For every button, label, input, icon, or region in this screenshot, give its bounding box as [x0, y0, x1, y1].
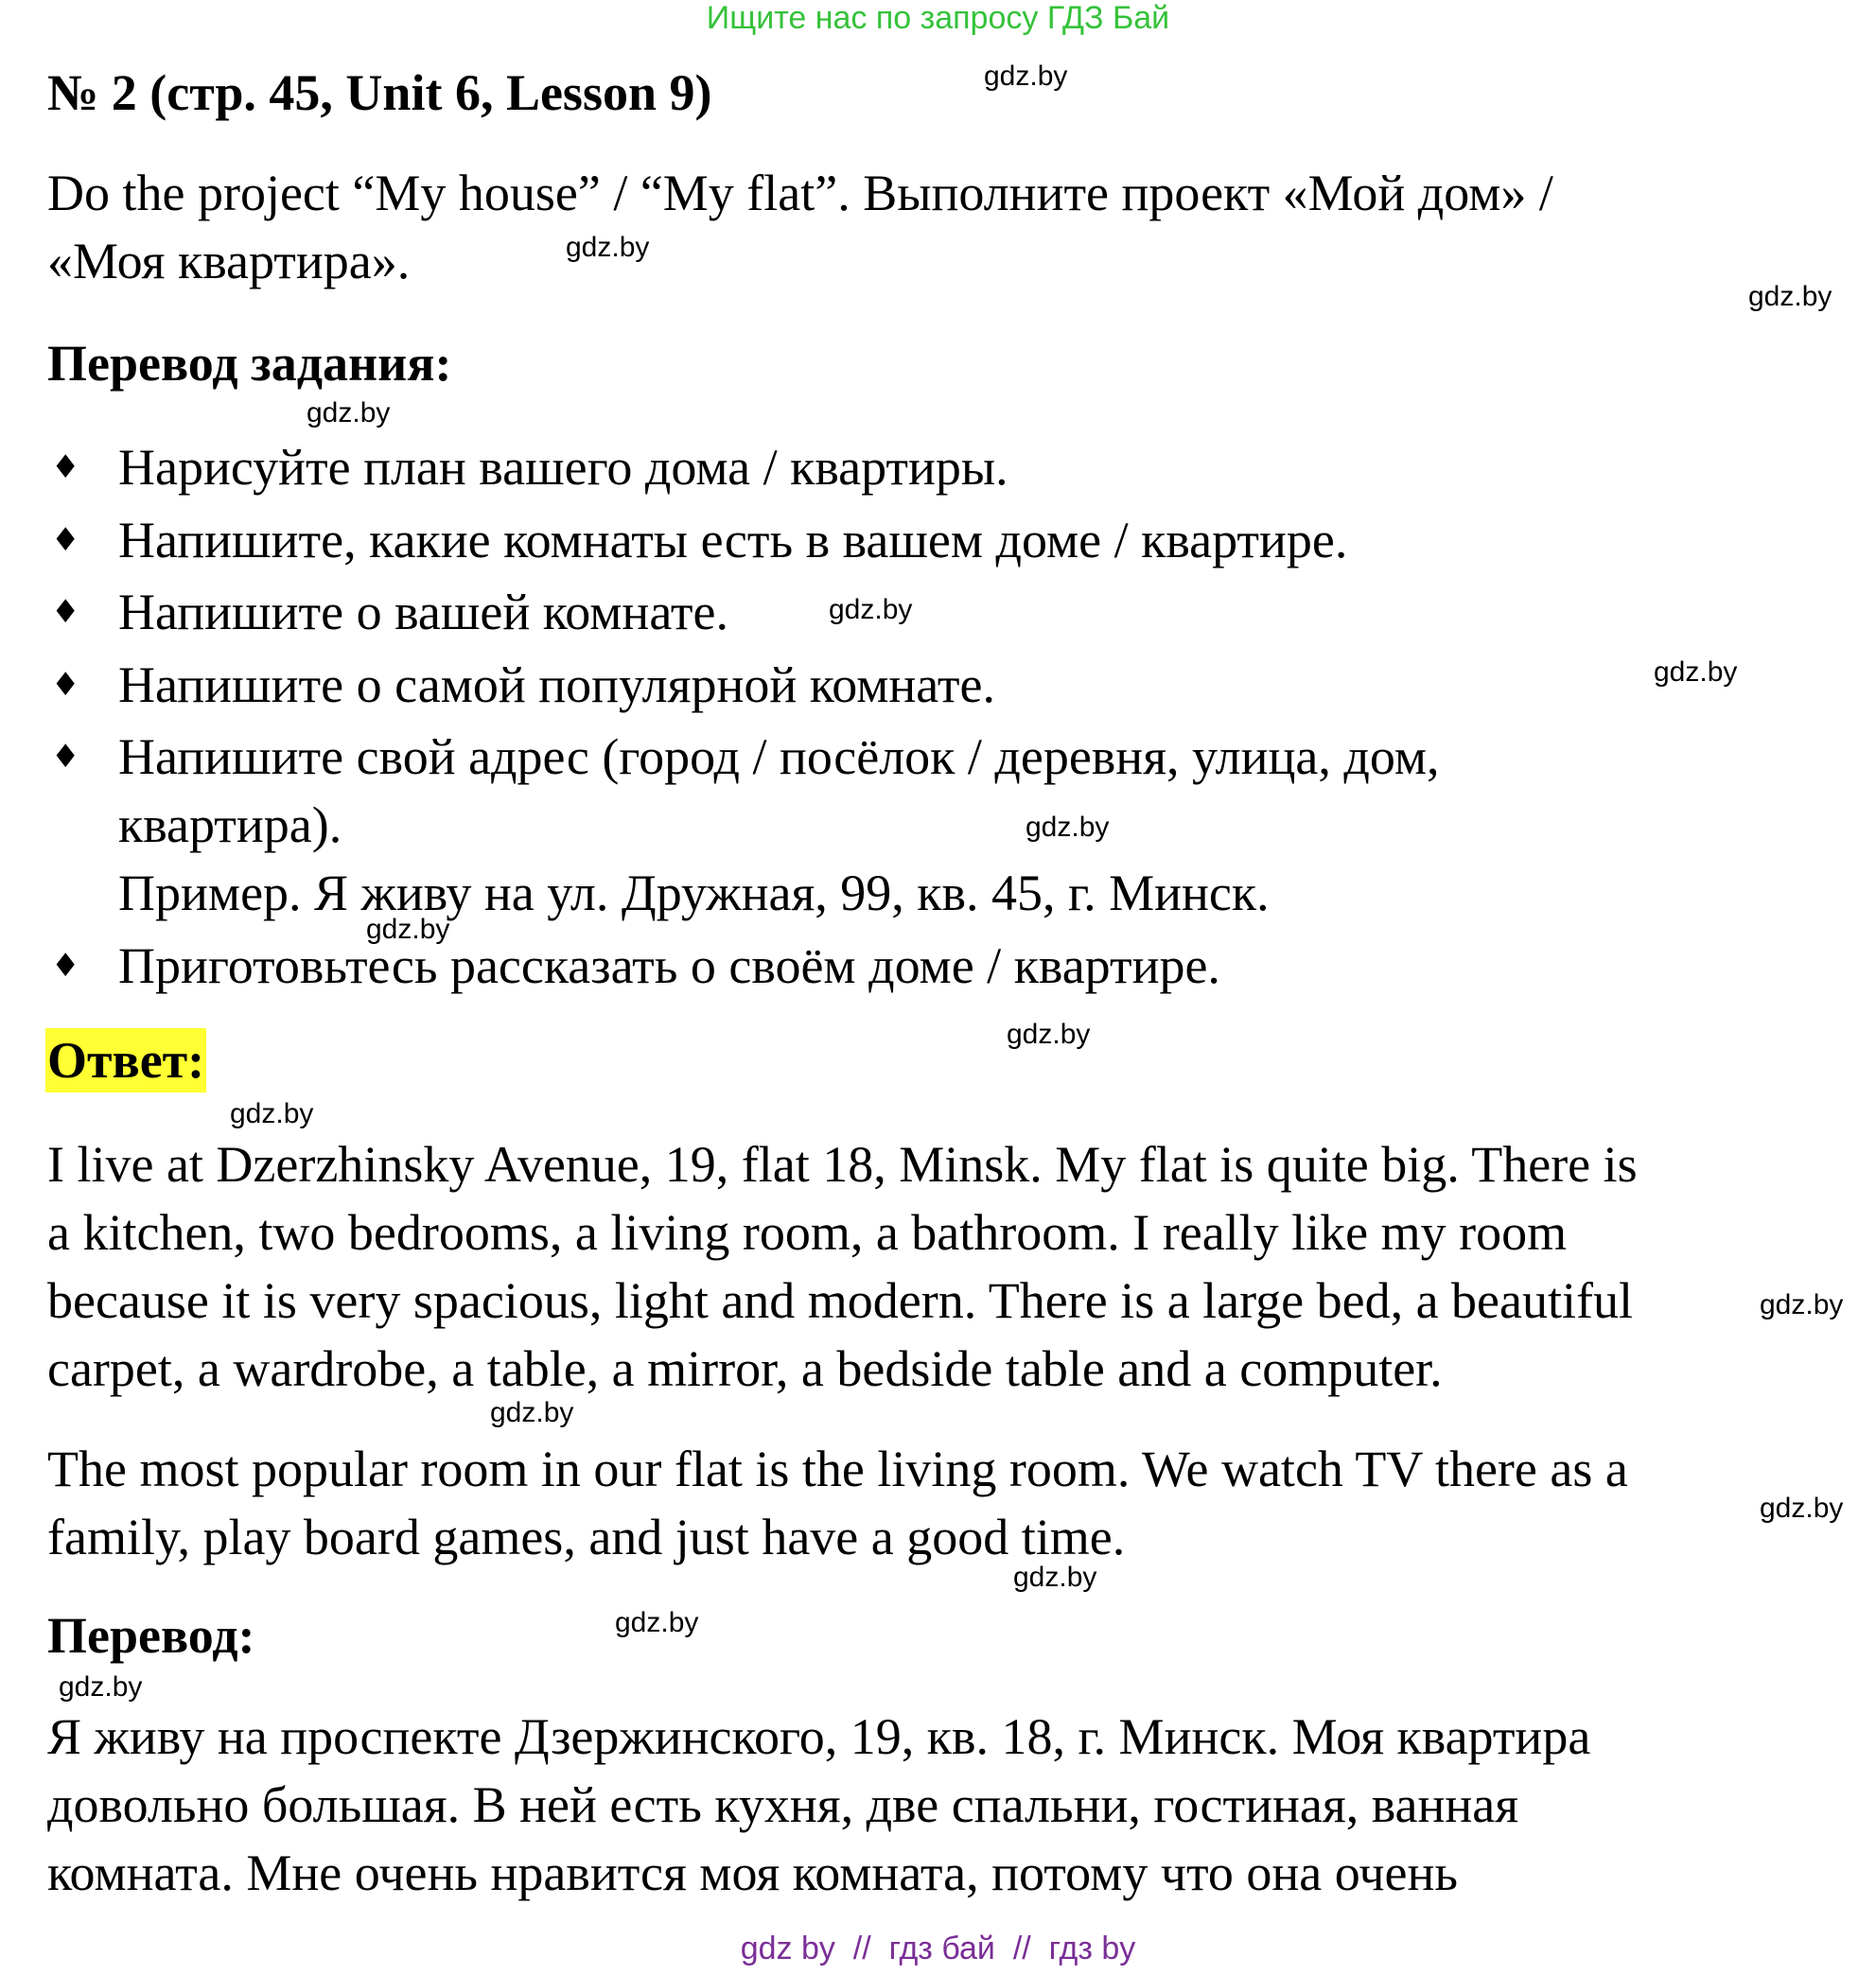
list-item-text: Напишите, какие комнаты есть в вашем доме / квартире.: [118, 512, 1348, 568]
watermark: gdz.by: [566, 232, 650, 263]
footer: gdz by // гдз бай // гдз by: [740, 1931, 1136, 1966]
translation-line: Я живу на проспекте Дзержинского, 19, кв. 18, г. Минск. Моя квартира: [47, 1708, 1591, 1765]
list-item-continuation: квартира).: [118, 796, 342, 853]
task-line-2: «Моя квартира».: [47, 233, 411, 289]
answer-heading: Ответ:: [45, 1028, 206, 1092]
list-item-text: Напишите о вашей комнате.: [118, 584, 728, 640]
watermark: gdz.by: [1760, 1493, 1844, 1524]
diamond-bullet-icon: ♦: [51, 738, 80, 776]
answer-line: The most popular room in our flat is the living room. We watch TV there as a: [47, 1441, 1628, 1497]
diamond-bullet-icon: ♦: [51, 448, 80, 486]
translation-line: довольно большая. В ней есть кухня, две спальни, гостиная, ванная: [47, 1776, 1519, 1833]
watermark: gdz.by: [615, 1607, 699, 1638]
translation-line: комната. Мне очень нравится моя комната, потому что она очень: [47, 1844, 1458, 1901]
list-item-text: Приготовьтесь рассказать о своём доме / квартире.: [118, 937, 1220, 994]
diamond-bullet-icon: ♦: [51, 666, 80, 704]
diamond-bullet-icon: ♦: [51, 593, 80, 631]
task-line-1: Do the project “My house” / “My flat”. Выполните проект «Мой дом» /: [47, 165, 1553, 221]
top-banner: Ищите нас по запросу ГДЗ Бай: [706, 0, 1170, 36]
answer-line: family, play board games, and just have a good time.: [47, 1509, 1126, 1565]
watermark: gdz.by: [366, 914, 450, 945]
watermark: gdz.by: [1026, 812, 1110, 843]
watermark: gdz.by: [230, 1098, 314, 1129]
example-line: Пример. Я живу на ул. Дружная, 99, кв. 45, г. Минск.: [118, 865, 1270, 921]
watermark: gdz.by: [490, 1397, 574, 1428]
watermark: gdz.by: [1013, 1562, 1097, 1593]
watermark: gdz.by: [829, 594, 913, 625]
translation-heading: Перевод задания:: [47, 335, 452, 392]
watermark: gdz.by: [1007, 1019, 1091, 1050]
page-title: № 2 (стр. 45, Unit 6, Lesson 9): [47, 64, 712, 121]
answer-line: I live at Dzerzhinsky Avenue, 19, flat 18, Minsk. My flat is quite big. There is: [47, 1136, 1638, 1193]
diamond-bullet-icon: ♦: [51, 521, 80, 559]
answer-line: a kitchen, two bedrooms, a living room, a bathroom. I really like my room: [47, 1204, 1568, 1261]
watermark: gdz.by: [1748, 281, 1832, 312]
answer-line: carpet, a wardrobe, a table, a mirror, a bedside table and a computer.: [47, 1340, 1443, 1397]
watermark: gdz.by: [1760, 1289, 1844, 1320]
list-item-text: Напишите свой адрес (город / посёлок / деревня, улица, дом,: [118, 728, 1440, 785]
list-item-text: Нарисуйте план вашего дома / квартиры.: [118, 439, 1008, 496]
translation-heading-2: Перевод:: [47, 1607, 255, 1664]
watermark: gdz.by: [307, 397, 391, 428]
list-item-text: Напишите о самой популярной комнате.: [118, 656, 995, 713]
watermark: gdz.by: [1654, 656, 1738, 688]
diamond-bullet-icon: ♦: [51, 947, 80, 985]
watermark: gdz.by: [59, 1671, 143, 1703]
answer-line: because it is very spacious, light and modern. There is a large bed, a beautiful: [47, 1272, 1633, 1329]
watermark: gdz.by: [984, 61, 1068, 92]
